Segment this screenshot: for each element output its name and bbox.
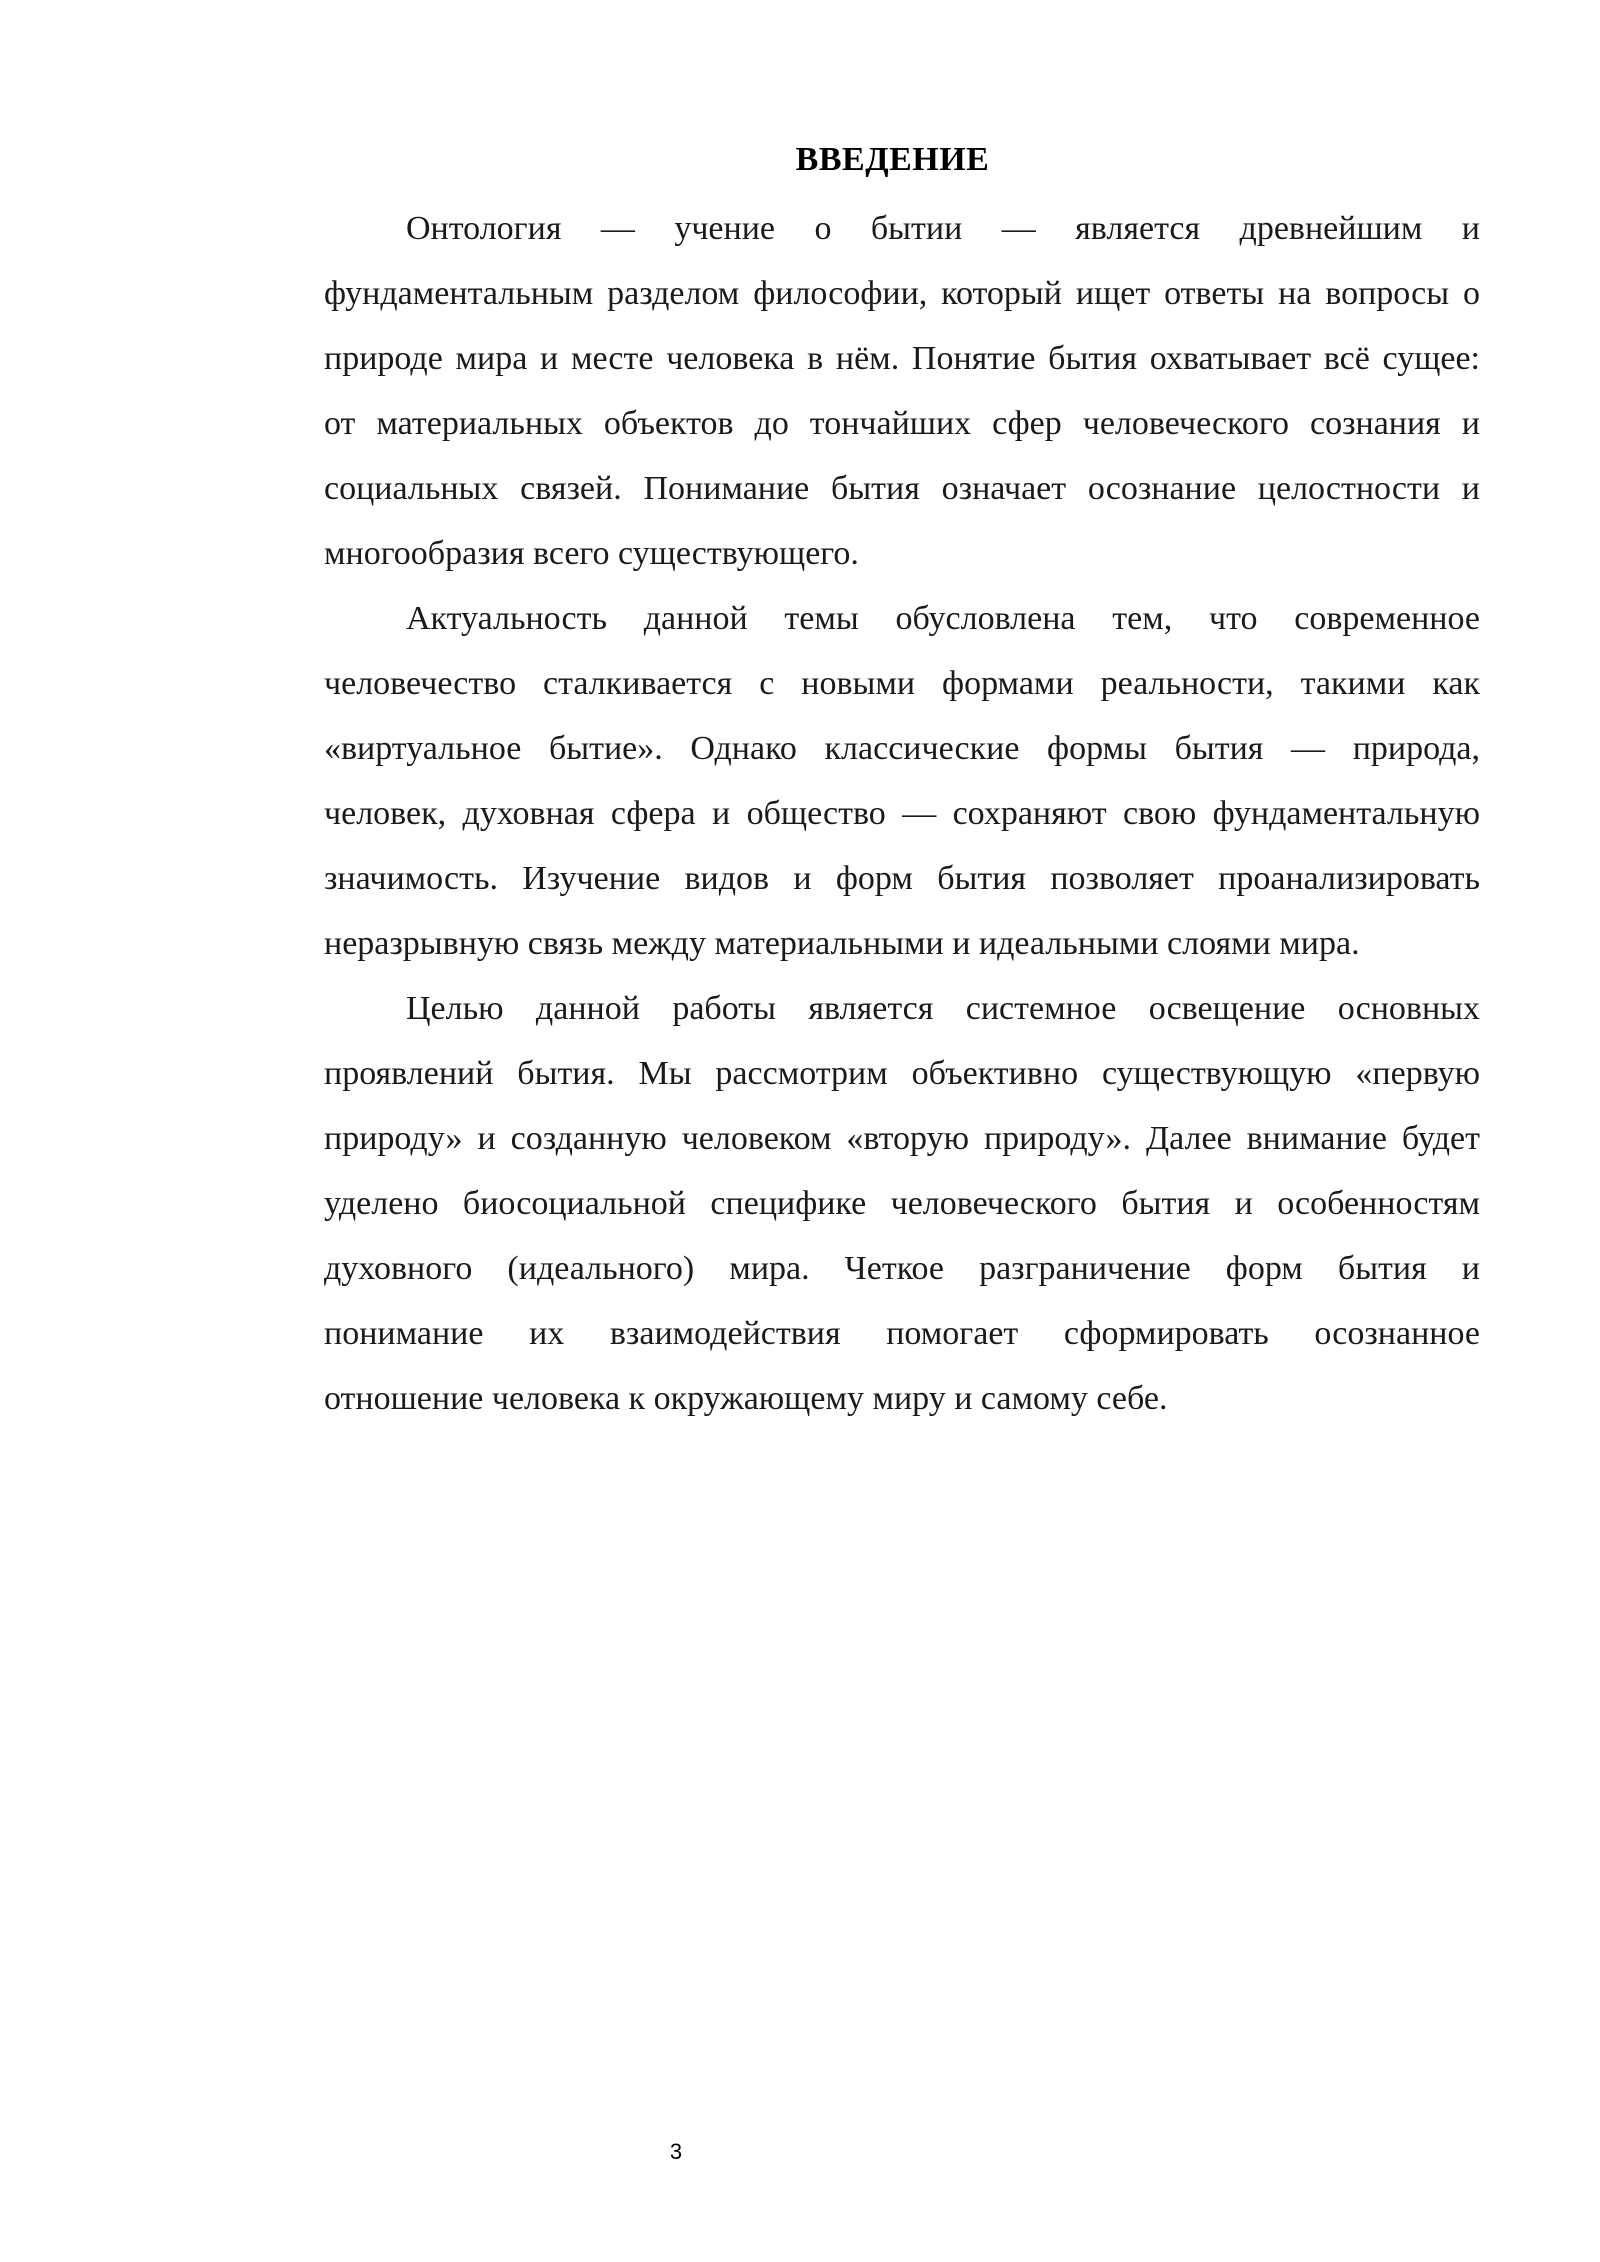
- paragraph-line: социальных связей. Понимание бытия означает осознание целостности и: [324, 470, 1480, 507]
- paragraph-line: многообразия всего существующего.: [324, 535, 859, 572]
- paragraph-line: отношение человека к окружающему миру и самому себе.: [324, 1380, 1168, 1417]
- paragraph-3: [242, 976, 1480, 1431]
- paragraph-line: Актуальность данной темы обусловлена тем, что современное: [406, 600, 1480, 637]
- paragraph-line: человечество сталкивается с новыми формами реальности, такими как: [324, 665, 1480, 702]
- paragraph-line: природу» и созданную человеком «вторую природу». Далее внимание будет: [324, 1120, 1480, 1157]
- paragraph-line: проявлений бытия. Мы рассмотрим объективно существующую «первую: [324, 1055, 1480, 1092]
- paragraph-line: Онтология — учение о бытии — является древнейшим и: [406, 210, 1480, 247]
- paragraph-line: «виртуальное бытие». Однако классические формы бытия — природа,: [324, 730, 1480, 767]
- paragraph-line: уделено биосоциальной специфике человеческого бытия и особенностям: [324, 1185, 1480, 1222]
- paragraph-line: значимость. Изучение видов и форм бытия позволяет проанализировать: [324, 860, 1480, 897]
- paragraph-1: [242, 196, 1480, 586]
- paragraph-line: человек, духовная сфера и общество — сохраняют свою фундаментальную: [324, 795, 1480, 832]
- body-text: [242, 196, 1480, 1431]
- paragraph-line: неразрывную связь между материальными и идеальными слоями мира.: [324, 925, 1360, 962]
- page-number: 3: [669, 2139, 683, 2164]
- paragraph-line: природе мира и месте человека в нём. Понятие бытия охватывает всё сущее:: [324, 340, 1480, 377]
- paragraph-line: от материальных объектов до тончайших сфер человеческого сознания и: [324, 405, 1480, 442]
- paragraph-line: духовного (идеального) мира. Четкое разграничение форм бытия и: [324, 1250, 1480, 1287]
- paragraph-line: Целью данной работы является системное освещение основных: [406, 990, 1480, 1027]
- paragraph-line: понимание их взаимодействия помогает сформировать осознанное: [324, 1315, 1480, 1352]
- section-heading: ВВЕДЕНИЕ: [795, 141, 990, 178]
- paragraph-2: [242, 586, 1480, 976]
- paragraph-line: фундаментальным разделом философии, который ищет ответы на вопросы о: [324, 275, 1480, 312]
